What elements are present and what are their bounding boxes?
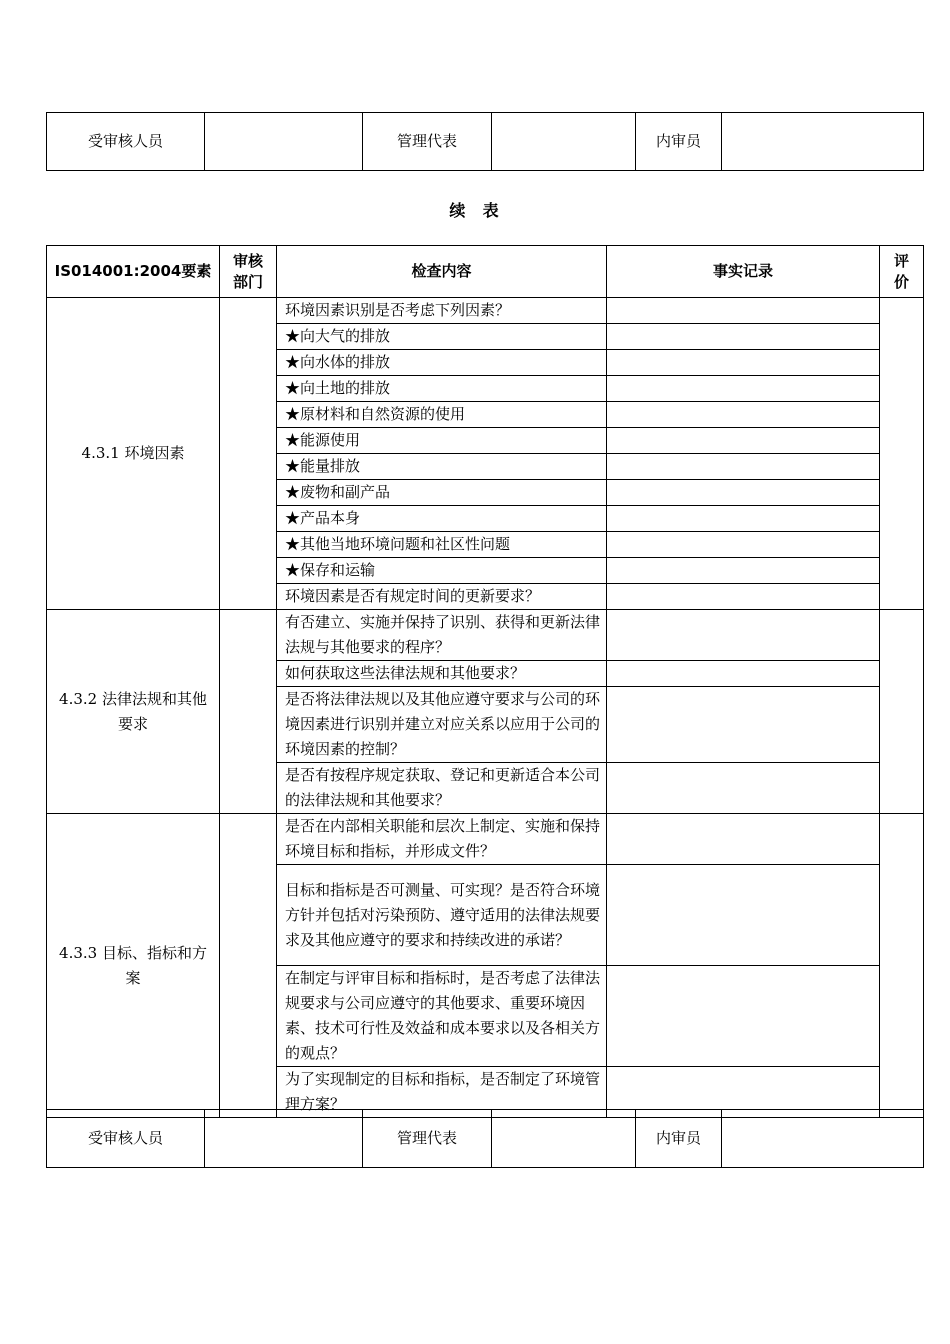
- header-eval: 评价: [880, 246, 924, 298]
- question-cell: ★向水体的排放: [277, 350, 607, 376]
- question-cell: 如何获取这些法律法规和其他要求？: [277, 661, 607, 687]
- question-cell: 为了实现制定的目标和指标，是否制定了环境管理方案？: [277, 1067, 607, 1118]
- fact-record-cell[interactable]: [607, 661, 880, 687]
- header-element: IS014001:2004要素: [47, 246, 220, 298]
- fact-record-cell[interactable]: [607, 763, 880, 814]
- element-cell: 4.3.3 目标、指标和方案: [47, 814, 220, 1118]
- question-cell: ★其他当地环境问题和社区性问题: [277, 532, 607, 558]
- internal-auditor-signature-field[interactable]: [722, 1110, 924, 1168]
- management-rep-label: 管理代表: [363, 113, 492, 171]
- fact-record-cell[interactable]: [607, 350, 880, 376]
- management-rep-signature-field[interactable]: [492, 1110, 636, 1168]
- table-row: [47, 298, 924, 324]
- element-cell: 4.3.1 环境因素: [47, 298, 220, 610]
- fact-record-cell[interactable]: [607, 506, 880, 532]
- dept-cell[interactable]: [220, 298, 277, 610]
- dept-cell[interactable]: [220, 610, 277, 814]
- fact-record-cell[interactable]: [607, 324, 880, 350]
- fact-record-cell[interactable]: [607, 480, 880, 506]
- fact-record-cell[interactable]: [607, 558, 880, 584]
- fact-record-cell[interactable]: [607, 402, 880, 428]
- evaluation-cell[interactable]: [880, 610, 924, 814]
- auditee-label: 受审核人员: [47, 113, 205, 171]
- fact-record-cell[interactable]: [607, 610, 880, 661]
- header-facts: 事实记录: [607, 246, 880, 298]
- table-row: [47, 814, 924, 865]
- signature-table-top: [46, 112, 924, 171]
- question-cell: ★保存和运输: [277, 558, 607, 584]
- question-cell: ★向大气的排放: [277, 324, 607, 350]
- management-rep-label: 管理代表: [363, 1110, 492, 1168]
- question-cell: ★原材料和自然资源的使用: [277, 402, 607, 428]
- fact-record-cell[interactable]: [607, 865, 880, 966]
- header-content: 检查内容: [277, 246, 607, 298]
- internal-auditor-label: 内审员: [636, 113, 722, 171]
- management-rep-signature-field[interactable]: [492, 113, 636, 171]
- element-cell: 4.3.2 法律法规和其他要求: [47, 610, 220, 814]
- fact-record-cell[interactable]: [607, 966, 880, 1067]
- fact-record-cell[interactable]: [607, 298, 880, 324]
- internal-auditor-signature-field[interactable]: [722, 113, 924, 171]
- signature-table-bottom: [46, 1109, 924, 1168]
- question-cell: ★废物和副产品: [277, 480, 607, 506]
- question-cell: ★产品本身: [277, 506, 607, 532]
- auditee-label: 受审核人员: [47, 1110, 205, 1168]
- checklist-body: [47, 298, 924, 1118]
- fact-record-cell[interactable]: [607, 428, 880, 454]
- question-cell: ★向土地的排放: [277, 376, 607, 402]
- audit-checklist-table: [46, 245, 924, 1118]
- auditee-signature-field[interactable]: [205, 1110, 363, 1168]
- fact-record-cell[interactable]: [607, 532, 880, 558]
- question-cell: 有否建立、实施并保持了识别、获得和更新法律法规与其他要求的程序？: [277, 610, 607, 661]
- fact-record-cell[interactable]: [607, 814, 880, 865]
- fact-record-cell[interactable]: [607, 584, 880, 610]
- header-dept: 审核部门: [220, 246, 277, 298]
- dept-cell[interactable]: [220, 814, 277, 1118]
- question-cell: ★能源使用: [277, 428, 607, 454]
- table-row: [47, 610, 924, 661]
- question-cell: 在制定与评审目标和指标时，是否考虑了法律法规要求与公司应遵守的其他要求、重要环境因素、技术可行性及效益和成本要求以及各相关方的观点？: [277, 966, 607, 1067]
- auditee-signature-field[interactable]: [205, 113, 363, 171]
- evaluation-cell[interactable]: [880, 298, 924, 610]
- page-title: 续 表: [449, 201, 501, 220]
- fact-record-cell[interactable]: [607, 376, 880, 402]
- question-cell: 环境因素识别是否考虑下列因素？: [277, 298, 607, 324]
- question-cell: ★能量排放: [277, 454, 607, 480]
- evaluation-cell[interactable]: [880, 814, 924, 1118]
- fact-record-cell[interactable]: [607, 687, 880, 763]
- internal-auditor-label: 内审员: [636, 1110, 722, 1168]
- question-cell: 环境因素是否有规定时间的更新要求？: [277, 584, 607, 610]
- question-cell: 是否在内部相关职能和层次上制定、实施和保持环境目标和指标，并形成文件？: [277, 814, 607, 865]
- question-cell: 是否有按程序规定获取、登记和更新适合本公司的法律法规和其他要求？: [277, 763, 607, 814]
- question-cell: 目标和指标是否可测量、可实现？是否符合环境方针并包括对污染预防、遵守适用的法律法规要求及其他应遵守的要求和持续改进的承诺？: [277, 865, 607, 966]
- question-cell: 是否将法律法规以及其他应遵守要求与公司的环境因素进行识别并建立对应关系以应用于公司的环境因素的控制？: [277, 687, 607, 763]
- fact-record-cell[interactable]: [607, 454, 880, 480]
